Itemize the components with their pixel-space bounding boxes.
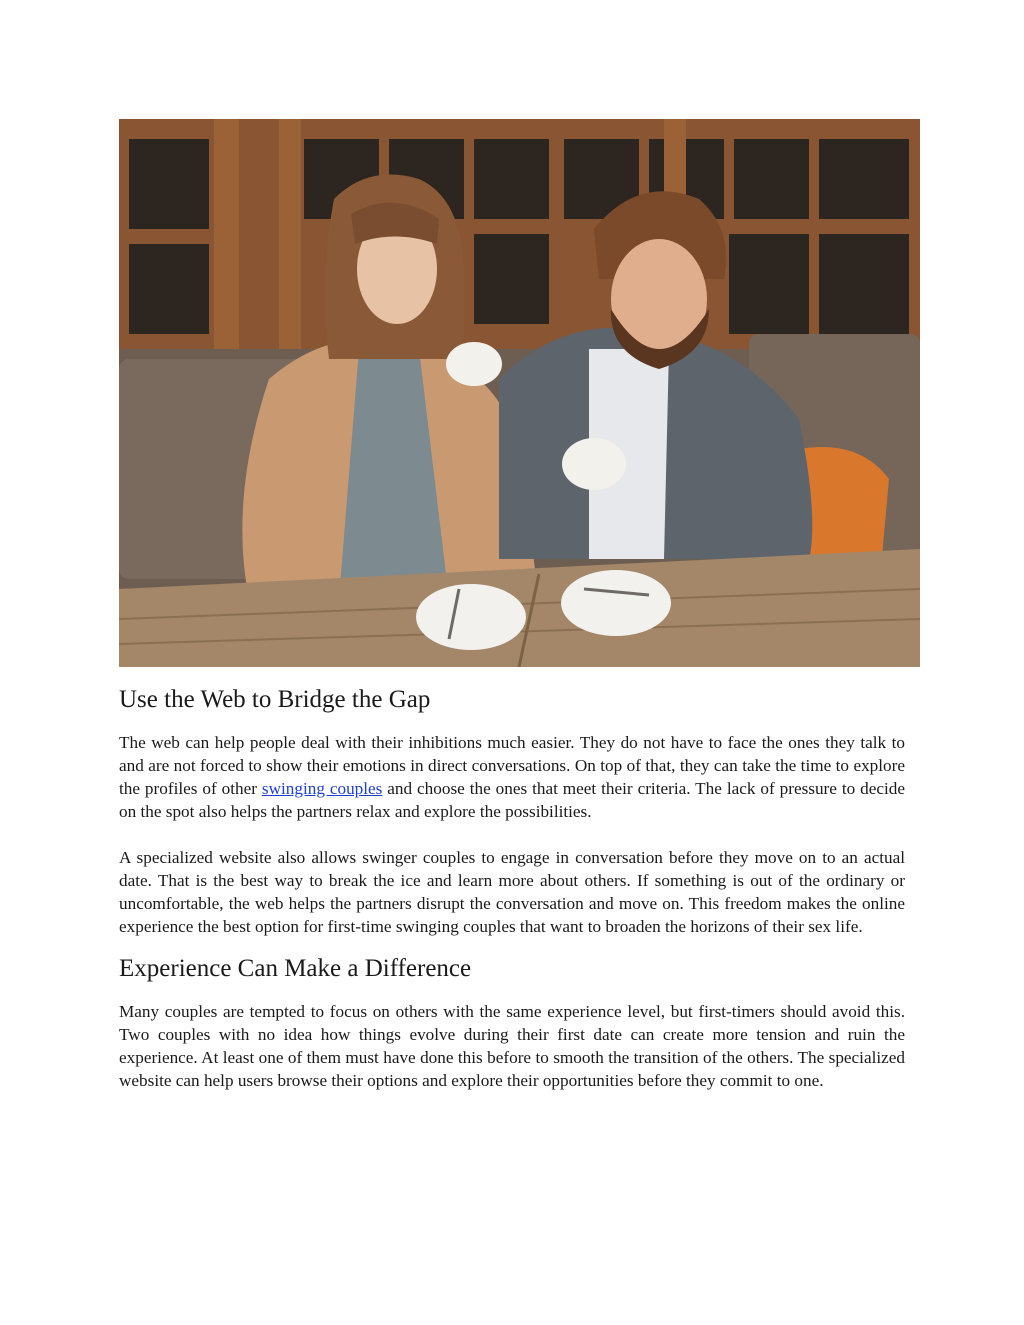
couple-photo bbox=[119, 119, 920, 667]
document-page bbox=[119, 119, 905, 1092]
section-heading-bridge-gap: Use the Web to Bridge the Gap bbox=[119, 686, 431, 713]
section-heading-experience: Experience Can Make a Difference bbox=[119, 955, 472, 982]
paragraph-experience-level: Many couples are tempted to focus on others with the same experience level, but first-timers should avoid this. Two couples with no idea how things evolve during their first date can create more tension and ruin the experience. At least one of them must have done this before to smooth the transition of the others. The specialized website can help users browse their options and explore their opportunities before they commit to one. bbox=[119, 1002, 905, 1090]
paragraph-specialized-website: A specialized website also allows swinger couples to engage in conversation before they move on to an actual date. That is the best way to break the ice and learn more about others. If something is out of the ordinary or uncomfortable, the web helps the partners disrupt the conversation and move on. This freedom makes the online experience the best option for first-time swinging couples that want to broaden the horizons of their sex life. bbox=[119, 848, 905, 936]
paragraph-text-after-link: and choose the ones that meet their criteria. The lack of pressure to decide on the spot also helps the partners relax and explore the possibilities. bbox=[119, 779, 905, 821]
photo-couple-cafe-icon bbox=[119, 119, 920, 667]
swinging-couples-link[interactable]: swinging couples bbox=[261, 779, 383, 798]
paragraph-web-inhibitions bbox=[119, 731, 905, 823]
paragraph-text-before-link: The web can help people deal with their inhibitions much easier. They do not have to face the ones they talk to and are not forced to show their emotions in direct conversations. On top of that, they can take the time to explore the profiles of other bbox=[119, 733, 905, 798]
